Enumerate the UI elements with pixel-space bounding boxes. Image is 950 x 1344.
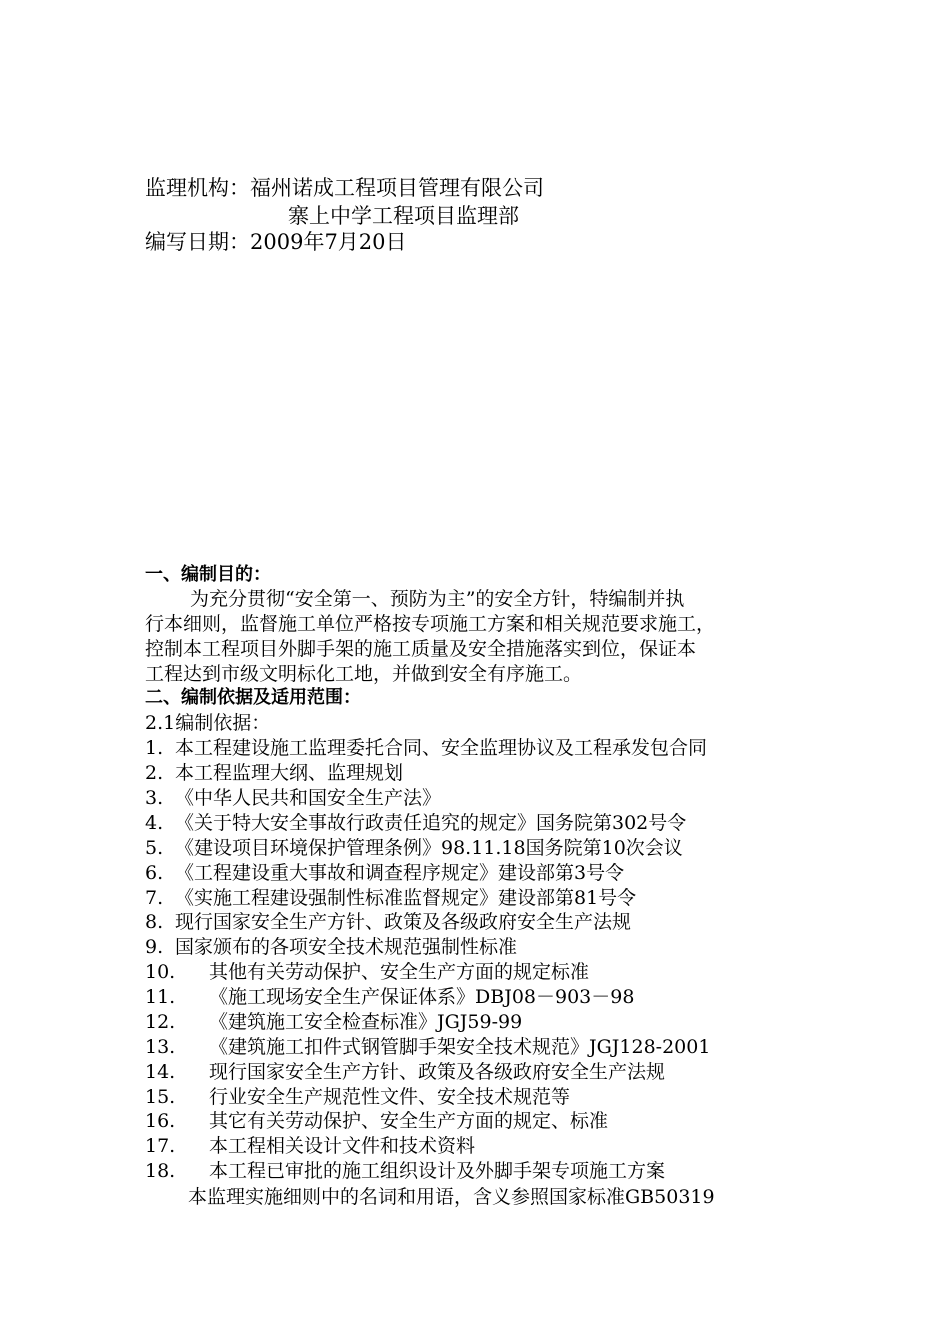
basis-item <box>145 1109 608 1133</box>
item-number: 6. <box>145 862 164 884</box>
item-text: 《关于特大安全事故行政责任追究的规定》国务院第302号令 <box>175 812 687 834</box>
item-number: 2. <box>145 762 164 784</box>
basis-item <box>145 910 631 934</box>
item-text: 《中华人民共和国安全生产法》 <box>175 787 442 809</box>
section1-heading: 一、编制目的： <box>145 564 271 585</box>
item-text: 现行国家安全生产方针、政策及各级政府安全生产法规 <box>209 1061 666 1083</box>
item-text: 《建筑施工安全检查标准》JGJ59-99 <box>209 1011 523 1033</box>
org-name: 福州诺成工程项目管理有限公司 <box>250 176 544 200</box>
item-text: 现行国家安全生产方针、政策及各级政府安全生产法规 <box>175 911 632 933</box>
basis-item <box>145 811 686 835</box>
basis-item <box>145 1035 710 1059</box>
item-text: 本工程已审批的施工组织设计及外脚手架专项施工方案 <box>209 1160 666 1182</box>
item-number: 9. <box>145 936 164 958</box>
basis-item <box>145 960 589 984</box>
basis-item <box>145 1060 665 1084</box>
basis-item <box>145 836 683 860</box>
item-number: 15. <box>145 1086 176 1108</box>
item-number: 11. <box>145 986 176 1008</box>
basis-item <box>145 736 707 760</box>
section1-para-line: 工程达到市级文明标化工地，并做到安全有序施工。 <box>145 663 583 685</box>
item-text: 本工程建设施工监理委托合同、安全监理协议及工程承发包合同 <box>175 737 708 759</box>
basis-item <box>145 886 636 910</box>
basis-item <box>145 1085 570 1109</box>
item-number: 14. <box>145 1061 176 1083</box>
section2-heading: 二、编制依据及适用范围： <box>145 687 361 708</box>
basis-item <box>145 761 403 785</box>
date-value: 2009年7月20日 <box>250 230 407 254</box>
date-line <box>145 228 407 256</box>
item-text: 《施工现场安全生产保证体系》DBJ08－903－98 <box>209 986 635 1008</box>
item-number: 12. <box>145 1011 176 1033</box>
org-label: 监理机构： <box>145 176 250 200</box>
basis-item <box>145 1010 522 1034</box>
section2-subheading: 2.1编制依据： <box>145 712 271 734</box>
basis-item <box>145 935 517 959</box>
item-number: 4. <box>145 812 164 834</box>
item-number: 13. <box>145 1036 176 1058</box>
item-number: 17. <box>145 1135 176 1157</box>
section1-para-line: 行本细则，监督施工单位严格按专项施工方案和相关规范要求施工， <box>145 613 716 635</box>
item-text: 其它有关劳动保护、安全生产方面的规定、标准 <box>209 1110 609 1132</box>
item-number: 3. <box>145 787 164 809</box>
item-number: 18. <box>145 1160 176 1182</box>
basis-item <box>145 1134 475 1158</box>
item-number: 7. <box>145 887 164 909</box>
basis-item <box>145 786 441 810</box>
item-text: 《建筑施工扣件式钢管脚手架安全技术规范》JGJ128-2001 <box>209 1036 711 1058</box>
item-text: 《工程建设重大事故和调查程序规定》建设部第3号令 <box>175 862 625 884</box>
dept-line <box>288 202 519 230</box>
item-text: 《实施工程建设强制性标准监督规定》建设部第81号令 <box>175 887 637 909</box>
item-number: 10. <box>145 961 176 983</box>
basis-item <box>145 861 624 885</box>
item-number: 8. <box>145 911 164 933</box>
basis-item <box>145 1159 665 1183</box>
item-number: 16. <box>145 1110 176 1132</box>
item-text: 本工程相关设计文件和技术资料 <box>209 1135 476 1157</box>
date-label: 编写日期： <box>145 230 250 254</box>
section1-para-line: 为充分贯彻“安全第一、预防为主”的安全方针，特编制并执 <box>190 588 685 610</box>
item-text: 《建设项目环境保护管理条例》98.11.18国务院第10次会议 <box>175 837 683 859</box>
dept-name: 寨上中学工程项目监理部 <box>288 204 519 228</box>
item-number: 1. <box>145 737 164 759</box>
item-text: 其他有关劳动保护、安全生产方面的规定标准 <box>209 961 590 983</box>
closing-sentence: 本监理实施细则中的名词和用语，含义参照国家标准GB50319 <box>188 1186 715 1208</box>
item-text: 本工程监理大纲、监理规划 <box>175 762 404 784</box>
item-text: 行业安全生产规范性文件、安全技术规范等 <box>209 1086 571 1108</box>
basis-item <box>145 985 634 1009</box>
item-text: 国家颁布的各项安全技术规范强制性标准 <box>175 936 518 958</box>
item-number: 5. <box>145 837 164 859</box>
section1-para-line: 控制本工程项目外脚手架的施工质量及安全措施落实到位，保证本 <box>145 638 697 660</box>
org-line <box>145 174 544 202</box>
